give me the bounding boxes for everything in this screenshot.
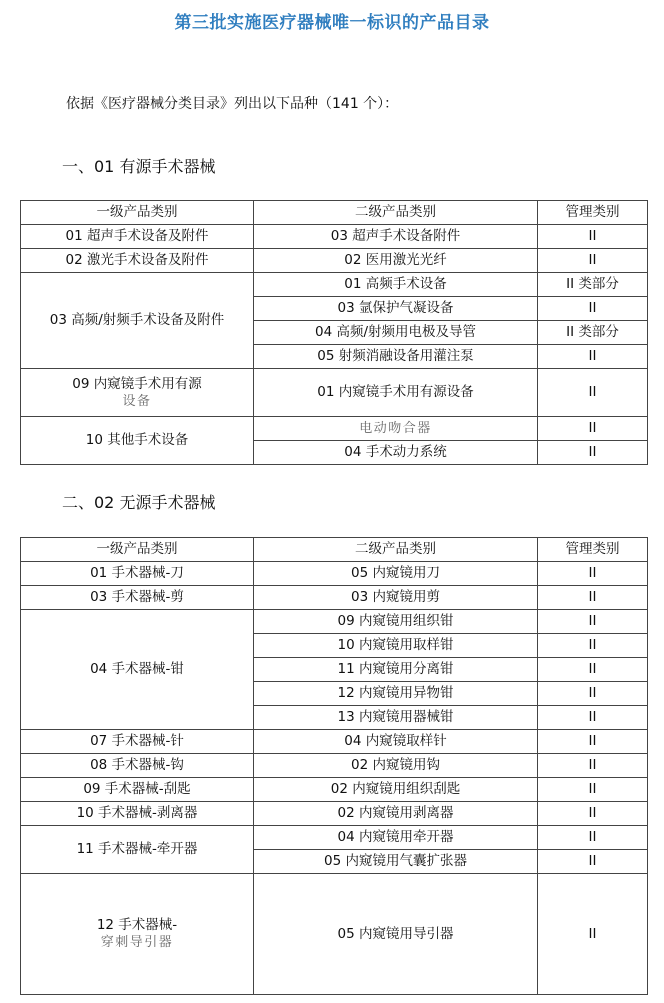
table-row xyxy=(21,586,648,610)
management-class-cell: II xyxy=(538,634,648,658)
level2-category-cell: 10 内窥镜用取样钳 xyxy=(254,634,538,658)
management-class-cell: II 类部分 xyxy=(538,273,648,297)
level1-category-cell: 11 手术器械-牵开器 xyxy=(21,826,254,874)
table-row xyxy=(21,802,648,826)
management-class-cell: II xyxy=(538,730,648,754)
level1-category-line1: 09 内窥镜手术用有源 xyxy=(72,375,202,392)
table-row xyxy=(21,826,648,850)
management-class-cell: II xyxy=(538,682,648,706)
level1-category-cell: 09 手术器械-刮匙 xyxy=(21,778,254,802)
level1-category-cell: 08 手术器械-钩 xyxy=(21,754,254,778)
level1-category-cell: 03 高频/射频手术设备及附件 xyxy=(21,273,254,369)
table-row xyxy=(21,225,648,249)
header-management-class: 管理类别 xyxy=(538,201,648,225)
level2-category-cell: 03 氩保护气凝设备 xyxy=(254,297,538,321)
level2-category-cell: 02 医用激光光纤 xyxy=(254,249,538,273)
level2-category-cell: 04 高频/射频用电极及导管 xyxy=(254,321,538,345)
level2-category-cell: 04 手术动力系统 xyxy=(254,441,538,465)
management-class-cell: II xyxy=(538,369,648,417)
management-class-cell: II xyxy=(538,562,648,586)
table-row xyxy=(21,730,648,754)
level2-category-cell: 09 内窥镜用组织钳 xyxy=(254,610,538,634)
table-row xyxy=(21,417,648,441)
table-row xyxy=(21,273,648,297)
table-header-row xyxy=(21,538,648,562)
management-class-cell: II xyxy=(538,441,648,465)
level2-category-cell: 电动吻合器 xyxy=(254,417,538,441)
level2-category-cell: 04 内窥镜取样针 xyxy=(254,730,538,754)
level1-category-line1: 12 手术器械- xyxy=(96,917,178,933)
level1-category-cell: 03 手术器械-剪 xyxy=(21,586,254,610)
header-level1-category: 一级产品类别 xyxy=(21,201,254,225)
table-row xyxy=(21,754,648,778)
level2-category-cell: 05 内窥镜用气囊扩张器 xyxy=(254,850,538,874)
management-class-cell: II xyxy=(538,417,648,441)
table-row xyxy=(21,562,648,586)
management-class-cell: II xyxy=(538,850,648,874)
management-class-cell: II 类部分 xyxy=(538,321,648,345)
level2-category-cell: 05 内窥镜用导引器 xyxy=(254,874,538,995)
level1-category-cell xyxy=(21,874,254,995)
level1-category-cell: 10 其他手术设备 xyxy=(21,417,254,465)
section-2-heading: 二、02 无源手术器械 xyxy=(62,493,216,512)
level2-category-cell: 04 内窥镜用牵开器 xyxy=(254,826,538,850)
level1-category-line2: 穿刺导引器 xyxy=(100,935,174,950)
level2-category-cell: 11 内窥镜用分离钳 xyxy=(254,658,538,682)
level1-category-cell xyxy=(21,369,254,417)
management-class-cell: II xyxy=(538,754,648,778)
level2-category-cell: 12 内窥镜用异物钳 xyxy=(254,682,538,706)
management-class-cell: II xyxy=(538,874,648,995)
table-row xyxy=(21,249,648,273)
management-class-cell: II xyxy=(538,610,648,634)
management-class-cell: II xyxy=(538,802,648,826)
management-class-cell: II xyxy=(538,297,648,321)
header-management-class: 管理类别 xyxy=(538,538,648,562)
level1-category-cell: 10 手术器械-剥离器 xyxy=(21,802,254,826)
header-level1-category: 一级产品类别 xyxy=(21,538,254,562)
level2-category-cell: 03 超声手术设备附件 xyxy=(254,225,538,249)
document-title: 第三批实施医疗器械唯一标识的产品目录 xyxy=(174,13,490,33)
management-class-cell: II xyxy=(538,345,648,369)
table-row xyxy=(21,778,648,802)
table-row xyxy=(21,874,648,995)
table-row xyxy=(21,610,648,634)
passive-surgical-instruments-table xyxy=(20,537,648,995)
level2-category-cell: 05 内窥镜用刀 xyxy=(254,562,538,586)
level2-category-cell: 01 内窥镜手术用有源设备 xyxy=(254,369,538,417)
management-class-cell: II xyxy=(538,778,648,802)
level2-category-cell: 02 内窥镜用剥离器 xyxy=(254,802,538,826)
level1-category-cell: 07 手术器械-针 xyxy=(21,730,254,754)
level1-category-cell: 02 激光手术设备及附件 xyxy=(21,249,254,273)
level1-category-cell: 01 手术器械-刀 xyxy=(21,562,254,586)
level2-category-cell: 03 内窥镜用剪 xyxy=(254,586,538,610)
level2-category-cell: 02 内窥镜用组织刮匙 xyxy=(254,778,538,802)
table-header-row xyxy=(21,201,648,225)
level1-category-line2: 设备 xyxy=(122,393,152,409)
management-class-cell: II xyxy=(538,826,648,850)
active-surgical-devices-table xyxy=(20,200,648,465)
intro-text: 依据《医疗器械分类目录》列出以下品种（141 个）： xyxy=(66,96,399,112)
level2-category-cell: 01 高频手术设备 xyxy=(254,273,538,297)
level2-category-cell: 05 射频消融设备用灌注泵 xyxy=(254,345,538,369)
level1-category-cell: 04 手术器械-钳 xyxy=(21,610,254,730)
header-level2-category: 二级产品类别 xyxy=(254,538,538,562)
level2-category-cell: 02 内窥镜用钩 xyxy=(254,754,538,778)
management-class-cell: II xyxy=(538,706,648,730)
section-1-heading: 一、01 有源手术器械 xyxy=(62,157,216,176)
management-class-cell: II xyxy=(538,225,648,249)
header-level2-category: 二级产品类别 xyxy=(254,201,538,225)
management-class-cell: II xyxy=(538,586,648,610)
level2-category-cell: 13 内窥镜用器械钳 xyxy=(254,706,538,730)
level1-category-cell: 01 超声手术设备及附件 xyxy=(21,225,254,249)
management-class-cell: II xyxy=(538,658,648,682)
table-row xyxy=(21,369,648,417)
management-class-cell: II xyxy=(538,249,648,273)
